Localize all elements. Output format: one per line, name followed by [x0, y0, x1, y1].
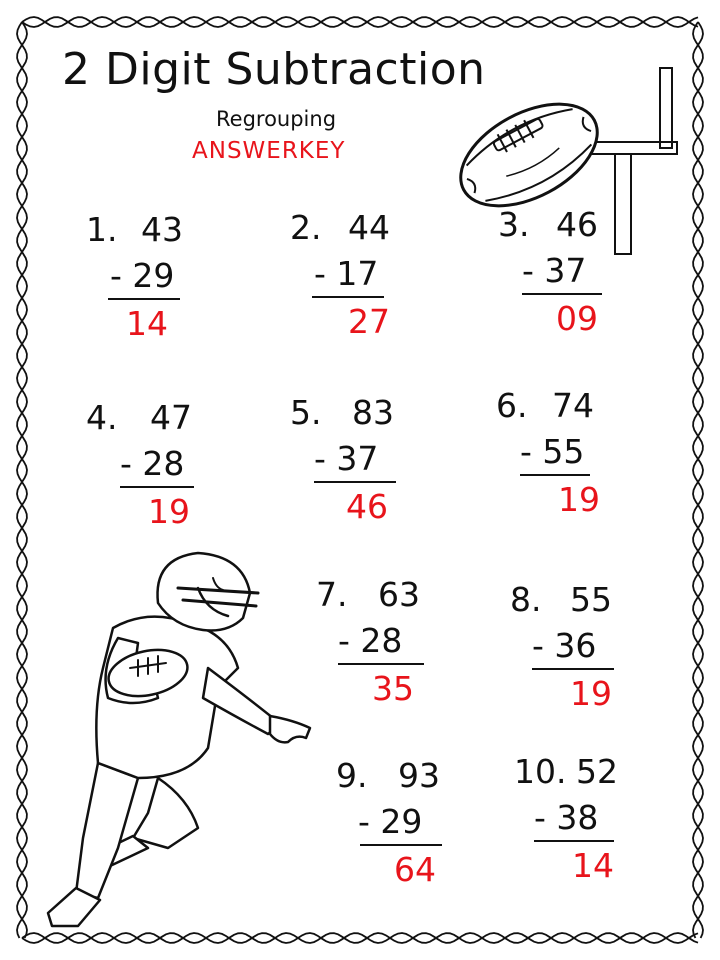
problem-number: 7. [316, 575, 348, 614]
subtrahend: - 29 [110, 256, 175, 295]
problem-10 [514, 752, 684, 902]
answer: 19 [148, 492, 190, 531]
problem-1 [86, 210, 256, 360]
problem-2 [290, 208, 460, 358]
minuend: 43 [141, 210, 183, 249]
minuend: 44 [348, 208, 390, 247]
answer-key-label: ANSWERKEY [192, 138, 346, 164]
subtrahend: - 37 [522, 251, 587, 290]
problem-number: 1. [86, 210, 118, 249]
minuend: 55 [570, 580, 612, 619]
problem-9 [336, 756, 506, 906]
problem-4 [86, 398, 256, 548]
problem-5 [290, 393, 460, 543]
answer: 09 [556, 299, 598, 338]
answer-rule [120, 486, 194, 488]
subtrahend: - 29 [358, 802, 423, 841]
page-subtitle: Regrouping [216, 107, 337, 131]
answer: 19 [570, 674, 612, 713]
problem-number: 4. [86, 398, 118, 437]
problem-number: 9. [336, 756, 368, 795]
minuend: 93 [398, 756, 440, 795]
minuend: 47 [150, 398, 192, 437]
answer-rule [520, 474, 590, 476]
minuend: 74 [552, 386, 594, 425]
answer-rule [108, 298, 180, 300]
problem-number: 6. [496, 386, 528, 425]
problem-number: 5. [290, 393, 322, 432]
answer-rule [532, 668, 614, 670]
problem-6 [496, 386, 666, 536]
answer: 35 [372, 669, 414, 708]
answer: 46 [346, 487, 388, 526]
problem-number: 8. [510, 580, 542, 619]
answer-rule [312, 296, 384, 298]
minuend: 63 [378, 575, 420, 614]
subtrahend: - 38 [534, 798, 599, 837]
answer-rule [338, 663, 424, 665]
answer: 14 [572, 846, 614, 885]
answer-rule [534, 840, 614, 842]
answer-rule [360, 844, 442, 846]
subtrahend: - 37 [314, 439, 379, 478]
minuend: 83 [352, 393, 394, 432]
subtrahend: - 28 [338, 621, 403, 660]
problem-8 [510, 580, 680, 730]
answer-rule [314, 481, 396, 483]
subtrahend: - 17 [314, 254, 379, 293]
minuend: 46 [556, 205, 598, 244]
page-title: 2 Digit Subtraction [62, 44, 486, 95]
answer: 14 [126, 304, 168, 343]
answer: 27 [348, 302, 390, 341]
problem-number: 3. [498, 205, 530, 244]
football-player-illustration [38, 548, 328, 938]
problem-number: 10. [514, 752, 567, 791]
subtrahend: - 28 [120, 444, 185, 483]
problem-3 [498, 205, 668, 355]
subtrahend: - 55 [520, 432, 585, 471]
answer-rule [522, 293, 602, 295]
problem-number: 2. [290, 208, 322, 247]
minuend: 52 [576, 752, 618, 791]
subtrahend: - 36 [532, 626, 597, 665]
answer: 64 [394, 850, 436, 889]
answer: 19 [558, 480, 600, 519]
problem-7 [316, 575, 486, 725]
